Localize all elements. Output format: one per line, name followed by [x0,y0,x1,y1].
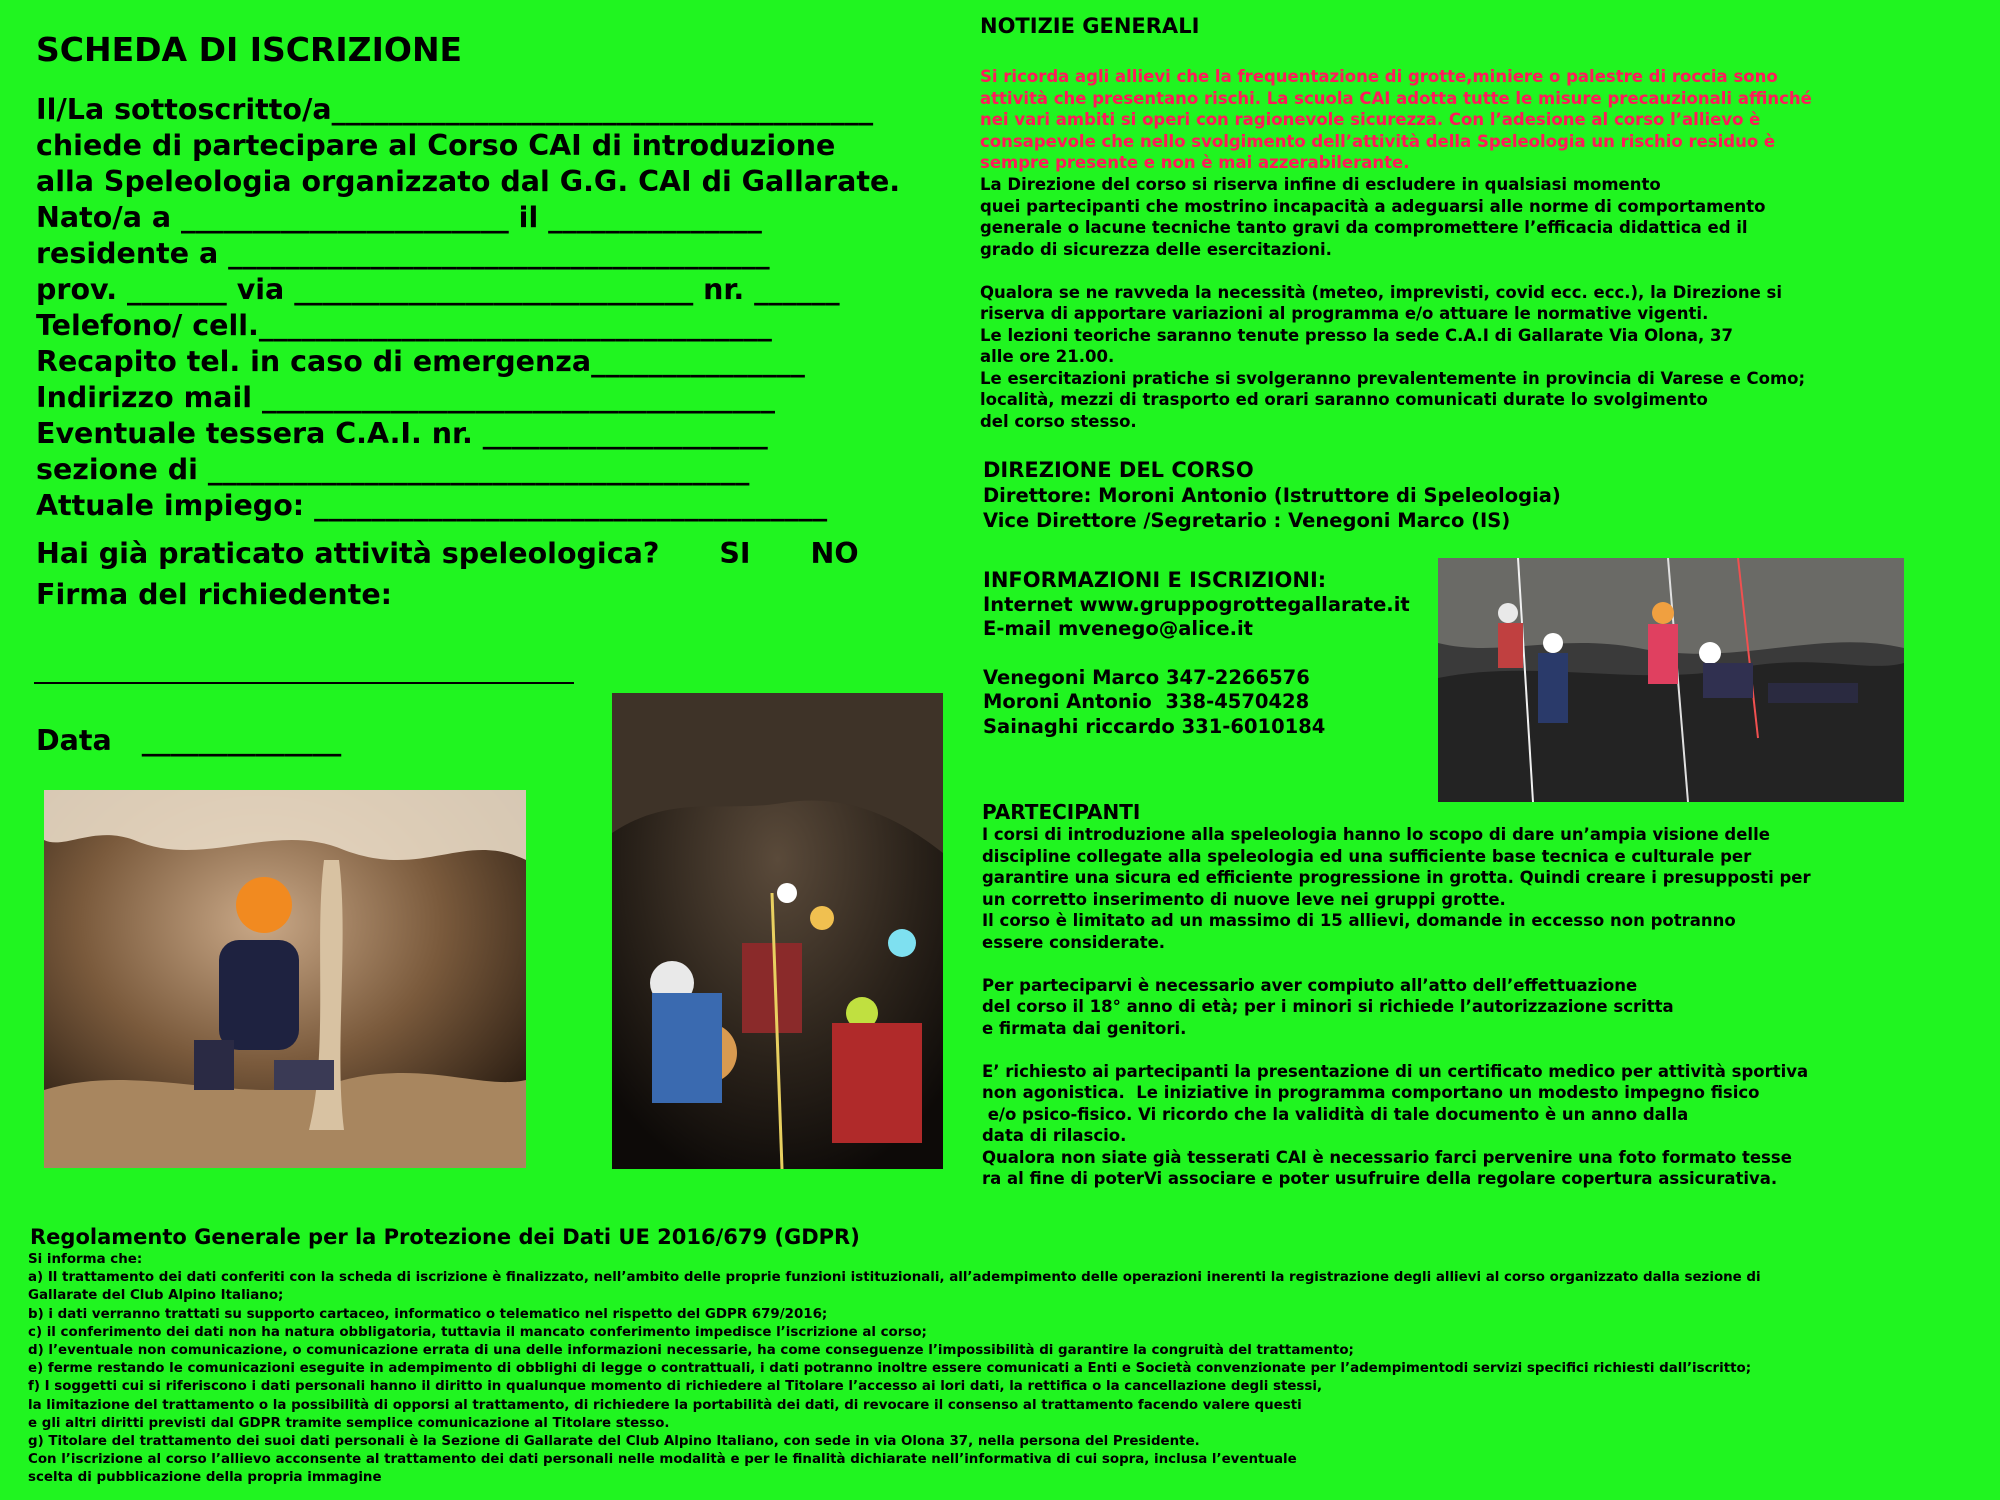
form-line: Il/La sottoscritto/a______________________________________ [36,93,874,126]
info-internet: Internet www.gruppogrottegallarate.it [983,592,1410,616]
answer-yes: SI [719,537,751,570]
director: Direttore: Moroni Antonio (Istruttore di Speleologia) [983,484,1561,507]
form-line: Telefono/ cell.____________________________________ [36,309,772,342]
date-line: ______________ [141,724,342,757]
caving-photo-crawl [44,790,526,1168]
form-line: sezione di ______________________________________ [36,453,750,486]
form-line: prov. _______ via ____________________________ nr. ______ [36,273,840,306]
form-line: alla Speleologia organizzato dal G.G. CAI di Gallarate. [36,165,901,198]
notizie-title: NOTIZIE GENERALI [980,14,1200,38]
contact-item: Moroni Antonio 338-4570428 [983,690,1310,713]
participants-section [982,800,1882,1190]
form-line: Attuale impiego: ____________________________________ [36,489,828,522]
form-line: residente a ______________________________________ [36,237,770,270]
gdpr-text: Si informa che: a) Il trattamento dei dati conferiti con la scheda di iscrizione è finalizzato, nell’ambito delle proprie funzioni istituzionali, all’adempimento delle operazioni inerenti la registrazione degli allievi al corso organizzato dalla sezione di Gallarate del Club Alpino Italiano; b) i dati verranno trattati su supporto cartaceo, informatico o telematico nel rispetto del GDPR 679/2016; c) il conferimento dei dati non ha natura obbligatoria, tuttavia il mancato conferimento impedisce l’iscrizione al corso; d) l’eventuale non comunicazione, o comunicazione errata di una delle informazioni necessarie, ha come conseguenze l’impossibilità di garantire la congruità del trattamento; e) ferme restando le comunicazioni eseguite in adempimento di obblighi di legge o contrattuali, i dati potranno inoltre essere comunicati a Enti e Società convenzionate per l’adempimentodi servizi specifici richiesti dall’iscritto; f) I soggetti cui si riferiscono i dati personali hanno il diritto in qualunque momento di richiedere al Titolare l’accesso ai lori dati, la rettifica o la cancellazione degli stessi, la limitazione del trattamento o la possibilità di opporsi al trattamento, di richiedere la portabilità dei dati, di revocare il consenso al trattamento facendo valere questi e gli altri diritti previsti dal GDPR tramite semplice comunicazione al Titolare stesso. g) Titolare del trattamento dei suoi dati personali è la Sezione di Gallarate del Club Alpino Italiano, con sede in via Olona 37, nella persona del Presidente. Con l’iscrizione al corso l’allievo acconsente al trattamento dei dati personali nelle modalità e per le finalità dichiarate nell’informativa di cui sopra, inclusa l’eventuale scelta di pubblicazione della propria immagine [28,1252,1761,1486]
answer-no: NO [810,537,859,570]
info-section [983,568,1410,739]
course-direction [983,458,1561,533]
info-title: INFORMAZIONI E ISCRIZIONI: [983,568,1327,592]
form-line: chiede di partecipare al Corso CAI di introduzione [36,129,836,162]
experience-question: Hai già praticato attività speleologica? [36,537,660,570]
form-title: SCHEDA DI ISCRIZIONE [36,30,463,69]
caving-photo-ropes [1438,558,1904,802]
signature-label: Firma del richiedente: [36,578,393,611]
form-fields [36,92,936,572]
contact-item: Sainaghi riccardo 331-6010184 [983,714,1326,738]
form-line: Indirizzo mail ____________________________________ [36,381,775,414]
general-notice: La Direzione del corso si riserva infine di escludere in qualsiasi momento quei partecipanti che mostrino incapacità a adeguarsi alle norme di comportamento generale o lacune tecniche tanto gravi da compromettere l’efficacia didattica ed il grado di sicurezza delle esercitazioni. Qualora se ne ravveda la necessità (meteo, imprevisti, covid ecc. ecc.), la Direzione si riserva di apportare variazioni al programma e/o attuare le normative vigenti. Le lezioni teoriche saranno tenute presso la sede C.A.I di Gallarate Via Olona, 37 alle ore 21.00. Le esercitazioni pratiche si svolgeranno prevalentemente in provincia di Varese e Como; località, mezzi di trasporto ed orari saranno comunicati durate lo svolgimento del corso stesso. [980,175,1806,431]
experience-question-row [36,536,936,572]
participants-title: PARTECIPANTI [982,800,1141,824]
form-line: Recapito tel. in caso di emergenza_______________ [36,345,805,378]
contact-item: Venegoni Marco 347-2266576 [983,665,1310,689]
info-email: E-mail mvenego@alice.it [983,617,1253,640]
date-row [36,724,341,757]
caving-photo-group [612,693,943,1169]
gdpr-title: Regolamento Generale per la Protezione dei Dati UE 2016/679 (GDPR) [30,1225,860,1249]
form-line: Eventuale tessera C.A.I. nr. ____________________ [36,417,768,450]
form-line: Nato/a a _______________________ il _______________ [36,201,762,234]
participants-text: I corsi di introduzione alla speleologia hanno lo scopo di dare un’ampia visione delle discipline collegate alla speleologia ed una sufficiente base tecnica e culturale per garantire una sicura ed efficiente progressione in grotta. Quindi creare i presupposti per un corretto inserimento di nuove leve nei gruppi grotte. Il corso è limitato ad un massimo di 15 allievi, domande in eccesso non potranno essere considerate. Per parteciparvi è necessario aver compiuto all’atto dell’effettuazione del corso il 18° anno di età; per i minori si richiede l’autorizzazione scritta e firmata dai genitori. E’ richiesto ai partecipanti la presentazione di un certificato medico per attività sportiva non agonistica. Le iniziative in programma comportano un modesto impegno fisico e/o psico-fisico. Vi ricordo che la validità di tale documento è un anno dalla data di rilascio. Qualora non siate già tesserati CAI è necessario farci pervenire una foto formato tesse ra al fine di poterVi associare e poter usufruire della regolare copertura assicurativa. [982,825,1811,1188]
date-label: Data [36,724,112,757]
safety-notice: Si ricorda agli allievi che la frequentazione di grotte,miniere o palestre di roccia sono attività che presentano rischi. La scuola CAI adotta tutte le misure precauzionali affinché nei vari ambiti si operi con ragionevole sicurezza. Con l’adesione al corso l’allievo è consapevole che nello svolgimento dell’attività della Speleologia un rischio residuo è sempre presente e non è mai azzerabilerante. [980,67,1812,172]
vice-director: Vice Direttore /Segretario : Venegoni Marco (IS) [983,509,1511,532]
signature-line [34,682,574,684]
direction-title: DIREZIONE DEL CORSO [983,458,1254,482]
